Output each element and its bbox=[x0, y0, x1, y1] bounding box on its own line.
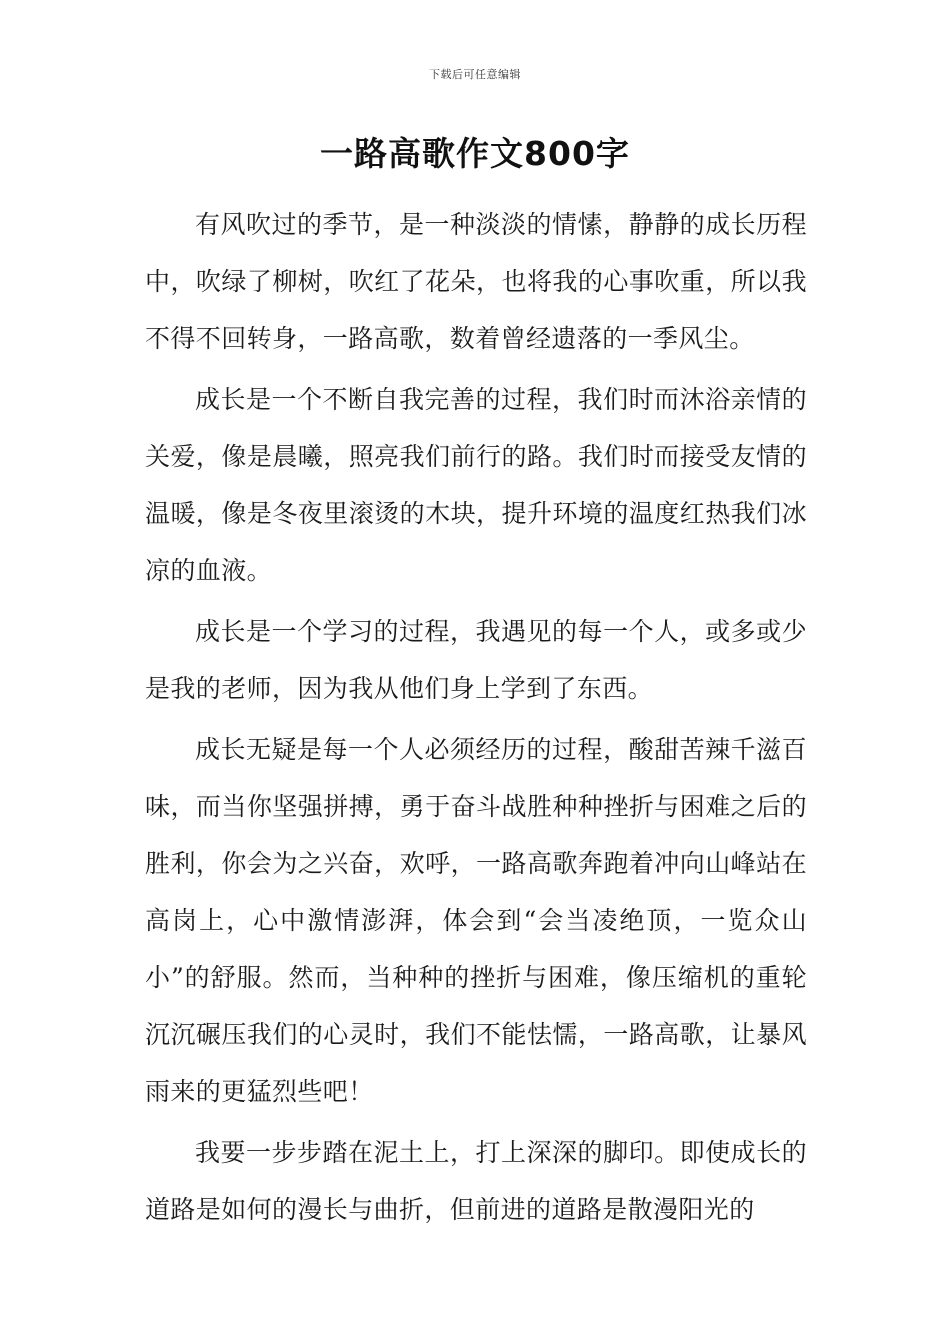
paragraph-3: 成长是一个学习的过程，我遇见的每一个人，或多或少是我的老师，因为我从他们身上学到了东西。 bbox=[145, 617, 807, 703]
paragraph-2: 成长是一个不断自我完善的过程，我们时而沐浴亲情的关爱，像是晨曦，照亮我们前行的路。我们时而接受友情的温暖，像是冬夜里滚烫的木块，提升环境的温度红热我们冰凉的血液。 bbox=[145, 385, 807, 585]
article-body bbox=[145, 196, 807, 1242]
paragraph-5: 我要一步步踏在泥土上，打上深深的脚印。即使成长的道路是如何的漫长与曲折，但前进的道路是散漫阳光的 bbox=[145, 1138, 807, 1224]
paragraph-4: 成长无疑是每一个人必须经历的过程，酸甜苦辣千滋百味，而当你坚强拼搏，勇于奋斗战胜种种挫折与困难之后的胜利，你会为之兴奋，欢呼，一路高歌奔跑着冲向山峰站在高岗上，心中激情澎湃，体会到“会当凌绝顶，一览众山小”的舒服。然而，当种种的挫折与困难，像压缩机的重轮沉沉碾压我们的心灵时，我们不能怯懦，一路高歌，让暴风雨来的更猛烈些吧！ bbox=[145, 735, 807, 1106]
paragraph-1: 有风吹过的季节，是一种淡淡的情愫，静静的成长历程中，吹绿了柳树，吹红了花朵，也将我的心事吹重，所以我不得不回转身，一路高歌，数着曾经遗落的一季风尘。 bbox=[145, 210, 807, 353]
page-title: 一路高歌作文800字 bbox=[320, 134, 630, 173]
header-note: 下载后可任意编辑 bbox=[429, 68, 521, 81]
